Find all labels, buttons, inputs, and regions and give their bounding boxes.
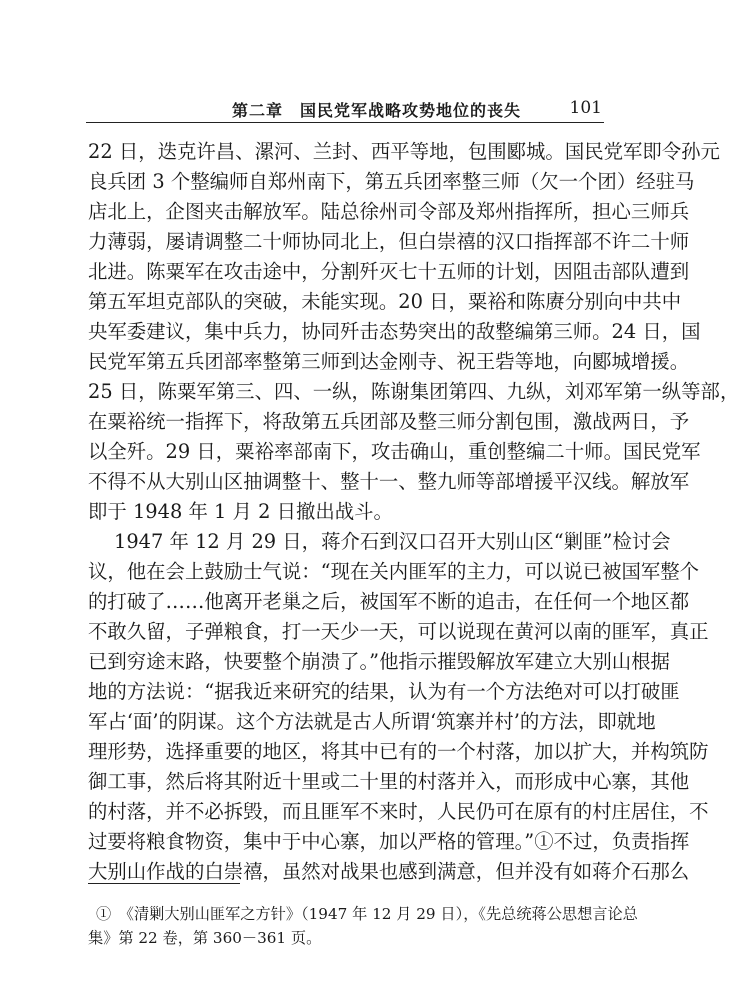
text-line: 央军委建议，集中兵力，协同歼击态势突出的敌整编第三师。24 日，国 bbox=[88, 320, 701, 343]
text-line: 第五军坦克部队的突破，未能实现。20 日，粟裕和陈赓分别向中共中 bbox=[88, 290, 682, 313]
text-line: 不敢久留，子弹粮食，打一天少一天，可以说现在黄河以南的匪军，真正 bbox=[88, 620, 709, 643]
text-line: 店北上，企图夹击解放军。陆总徐州司令部及郑州指挥所，担心三师兵 bbox=[88, 200, 690, 223]
text-line: 御工事，然后将其附近十里或二十里的村落并入，而形成中心寨，其他 bbox=[88, 770, 690, 793]
text-line: 北进。陈粟军在攻击途中，分割歼灭七十五师的计划，因阻击部队遭到 bbox=[88, 260, 690, 283]
page-number: 101 bbox=[569, 98, 602, 118]
text-line: 大别山作战的白崇禧，虽然对战果也感到满意，但并没有如蒋介石那么 bbox=[88, 860, 690, 883]
text-line: 以全歼。29 日，粟裕率部南下，攻击确山，重创整编二十师。国民党军 bbox=[88, 440, 701, 463]
footnote-line: ① 《清剿大别山匪军之方针》（1947 年 12 月 29 日），《先总统蒋公思想言论总 bbox=[96, 905, 638, 923]
text-line: 过要将粮食物资，集中于中心寨，加以严格的管理。”①不过，负责指挥 bbox=[88, 830, 690, 853]
text-line: 22 日，迭克许昌、漯河、兰封、西平等地，包围郾城。国民党军即令孙元 bbox=[88, 140, 720, 163]
paragraph-first-line: 1947 年 12 月 29 日，蒋介石到汉口召开大别山区“剿匪”检讨会 bbox=[114, 530, 671, 553]
footnote-line: 集》第 22 卷，第 360－361 页。 bbox=[88, 929, 322, 947]
text-line: 议，他在会上鼓励士气说：“现在关内匪军的主力，可以说已被国军整个 bbox=[88, 560, 700, 583]
text-line: 不得不从大别山区抽调整十、整十一、整九师等部增援平汉线。解放军 bbox=[88, 470, 690, 493]
text-line: 的村落，并不必拆毁，而且匪军不来时，人民仍可在原有的村庄居住，不 bbox=[88, 800, 709, 823]
text-line: 军占‘面’的阴谋。这个方法就是古人所谓‘筑寨并村’的方法，即就地 bbox=[88, 710, 656, 733]
text-line: 的打破了……他离开老巢之后，被国军不断的追击，在任何一个地区都 bbox=[88, 590, 690, 613]
footnote-divider bbox=[88, 883, 240, 884]
text-line: 25 日，陈粟军第三、四、一纵，陈谢集团第四、九纵，刘邓军第一纵等部， bbox=[88, 380, 739, 403]
text-line: 地的方法说：“据我近来研究的结果，认为有一个方法绝对可以打破匪 bbox=[88, 680, 680, 703]
text-line: 良兵团 3 个整编师自郑州南下，第五兵团率整三师（欠一个团）经驻马 bbox=[88, 170, 695, 193]
text-line: 在粟裕统一指挥下，将敌第五兵团部及整三师分割包围，激战两日，予 bbox=[88, 410, 690, 433]
chapter-title: 第二章 国民党军战略攻势地位的丧失 bbox=[232, 101, 522, 120]
text-line: 理形势，选择重要的地区，将其中已有的一个村落，加以扩大，并构筑防 bbox=[88, 740, 709, 763]
text-line: 民党军第五兵团部率整第三师到达金刚寺、祝王砦等地，向郾城增援。 bbox=[88, 350, 690, 373]
running-header bbox=[86, 92, 604, 123]
text-line: 力薄弱，屡请调整二十师协同北上，但白崇禧的汉口指挥部不许二十师 bbox=[88, 230, 690, 253]
text-line: 已到穷途末路，快要整个崩溃了。”他指示摧毁解放军建立大别山根据 bbox=[88, 650, 670, 673]
text-line: 即于 1948 年 1 月 2 日撤出战斗。 bbox=[88, 500, 393, 523]
